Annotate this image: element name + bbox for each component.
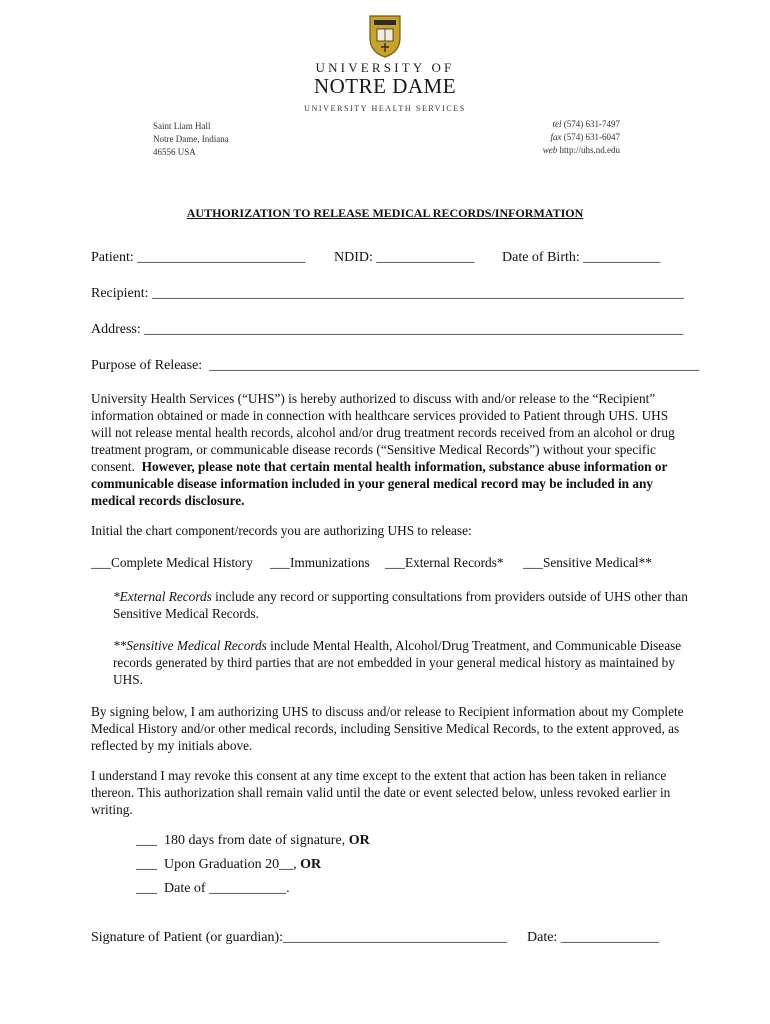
option-date[interactable]: ___ Date of ___________. xyxy=(136,881,290,896)
sensitive-records-term: **Sensitive Medical Records xyxy=(113,638,267,653)
university-of-text: UNIVERSITY OF xyxy=(315,60,455,75)
component-complete-history[interactable]: ___Complete Medical History xyxy=(91,555,253,570)
purpose-field[interactable]: Purpose of Release: ______________________________________________________________________ xyxy=(91,358,700,373)
intro-paragraph xyxy=(91,390,691,509)
signature-date-field[interactable]: Date: ______________ xyxy=(527,930,659,945)
component-external-records[interactable]: ___External Records* xyxy=(385,555,504,570)
department-name: UNIVERSITY HEALTH SERVICES xyxy=(304,104,466,113)
address-line: 46556 USA xyxy=(153,147,196,157)
contact-web[interactable]: web http://uhs.nd.edu xyxy=(542,145,620,155)
contact-info xyxy=(543,118,620,157)
initial-prompt: Initial the chart component/records you are authorizing UHS to release: xyxy=(91,523,472,538)
option-graduation[interactable]: ___ Upon Graduation 20__, OR xyxy=(136,857,322,872)
document-title: AUTHORIZATION TO RELEASE MEDICAL RECORDS/INFORMATION xyxy=(186,206,584,220)
external-records-note: *External Records include any record or supporting consultations from providers outside of UHS other than Sensitive Medical Records. xyxy=(113,589,688,621)
recipient-field[interactable]: Recipient: ____________________________________________________________________________ xyxy=(91,286,685,301)
address-field[interactable]: Address: _____________________________________________________________________________ xyxy=(91,322,684,337)
sensitive-records-note: **Sensitive Medical Records include Mental Health, Alcohol/Drug Treatment, and Communicable Disease records generated by third parties that are not embedded in your general medical history as maintained by UHS. xyxy=(113,638,682,687)
contact-tel: tel (574) 631-7497 xyxy=(552,119,620,129)
intro-bold-notice: However, please note that certain mental health information, substance abuse information or communicable disease information included in your general medical record may be included in any medical records disclosure. xyxy=(91,459,668,508)
component-sensitive-medical[interactable]: ___Sensitive Medical** xyxy=(523,555,652,570)
patient-field[interactable]: Patient: ________________________ xyxy=(91,250,306,265)
component-immunizations[interactable]: ___Immunizations xyxy=(270,555,370,570)
signing-authorization-paragraph: By signing below, I am authorizing UHS to discuss and/or release to Recipient information about my Complete Medical History and/or other medical records, including Sensitive Medical Records, to the extent approved, as reflected by my initials above. xyxy=(91,704,684,753)
address-line: Saint Liam Hall xyxy=(153,121,211,131)
date-of-birth-field[interactable]: Date of Birth: ___________ xyxy=(502,250,661,265)
contact-fax: fax (574) 631-6047 xyxy=(550,132,620,142)
ndid-field[interactable]: NDID: ______________ xyxy=(334,250,475,265)
option-180-days[interactable]: ___ 180 days from date of signature, OR xyxy=(136,833,370,848)
signature-field[interactable]: Signature of Patient (or guardian):________________________________ xyxy=(91,930,508,945)
external-records-term: *External Records xyxy=(113,589,212,604)
intro-text: University Health Services (“UHS”) is hereby authorized to discuss with and/or release to the “Recipient” information obtained or made in connection with healthcare services provided to Patient through UHS. UHS will not release mental health records, alcohol and/or drug treatment records received from an alcohol or drug treatment program, or communicable disease records (“Sensitive Medical Records”) without your specific consent. xyxy=(91,391,675,474)
mailing-address xyxy=(153,120,229,159)
address-line: Notre Dame, Indiana xyxy=(153,134,229,144)
revocation-paragraph: I understand I may revoke this consent at any time except to the extent that action has been taken in reliance thereon. This authorization shall remain valid until the date or event selected below, unless revoked earlier in writing. xyxy=(91,768,671,817)
university-seal-icon xyxy=(368,14,402,58)
notre-dame-wordmark: NOTRE DAME xyxy=(313,74,457,98)
